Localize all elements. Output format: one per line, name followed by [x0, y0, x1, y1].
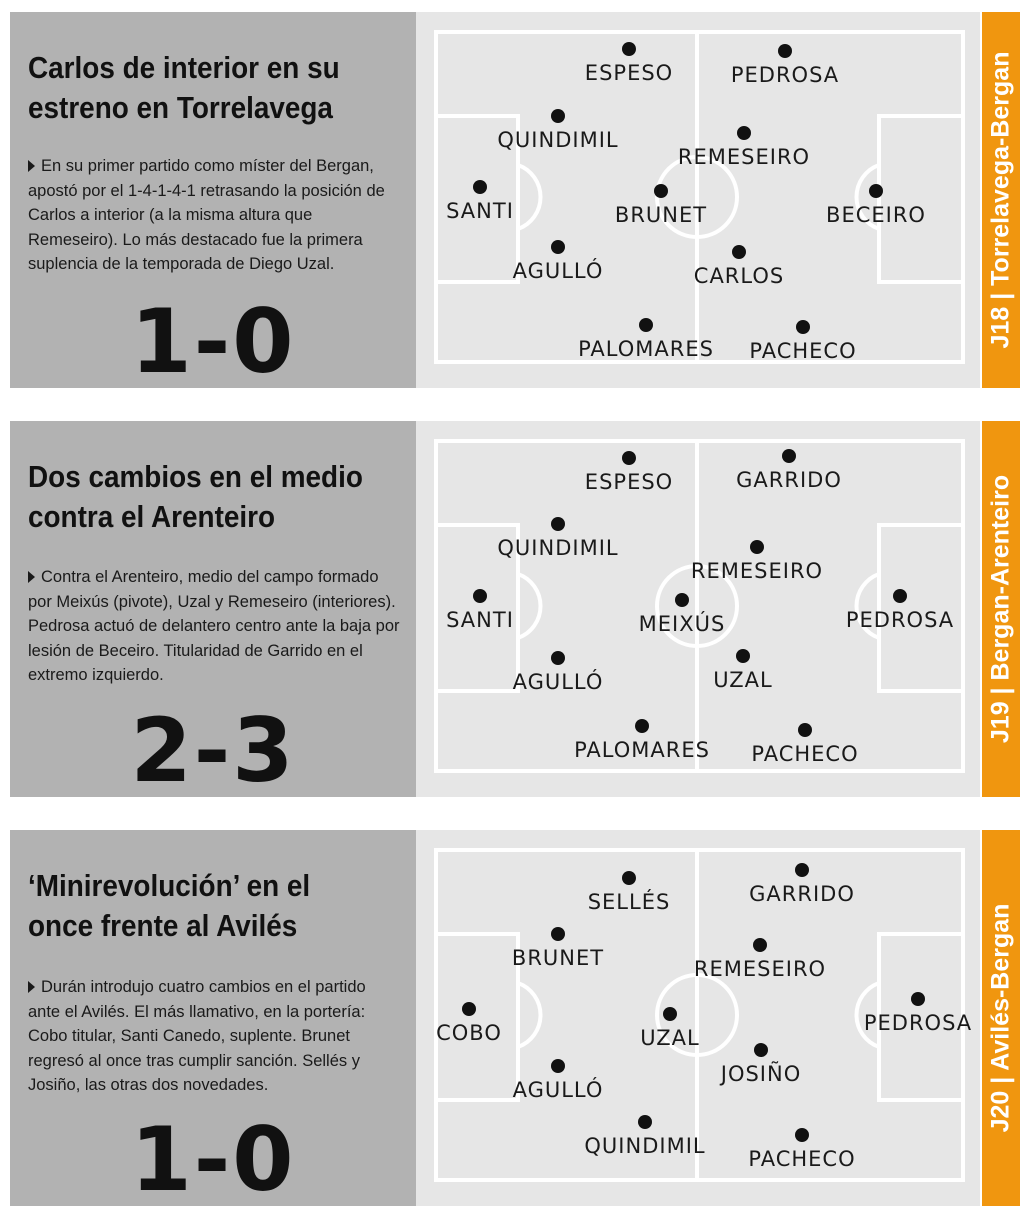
player-dot [795, 1128, 809, 1142]
player-dot [622, 451, 636, 465]
description-text: Contra el Arenteiro, medio del campo formado por Meixús (pivote), Uzal y Remeseiro (interiores). Pedrosa actuó de delantero centro ante la baja por lesión de Beceiro. Titularidad de Garrido en el extremo izquierdo. [28, 568, 400, 684]
player-name: COBO [436, 1021, 502, 1045]
matchday-tab [982, 421, 1020, 797]
player-name: REMESEIRO [693, 957, 827, 981]
player-dot [551, 517, 565, 531]
player-dot [753, 938, 767, 952]
matchday-tab [982, 830, 1020, 1206]
match-panel-j20 [10, 830, 1020, 1211]
match-panel-j19 [10, 421, 1020, 802]
player-dot [462, 1002, 476, 1016]
player-name: PEDROSA [730, 63, 840, 87]
player-dot [795, 863, 809, 877]
player-dot [732, 245, 746, 259]
panel-title: Carlos de interior en su estreno en Torrelavega [28, 50, 340, 125]
match-panel-j18 [10, 12, 1020, 393]
player-name: PACHECO [749, 339, 857, 363]
player-dot [737, 126, 751, 140]
player-name: PALOMARES [578, 337, 714, 361]
panel-description [28, 565, 400, 688]
player-name: PACHECO [748, 1147, 856, 1171]
info-box [10, 421, 416, 802]
player-name: GARRIDO [736, 468, 842, 492]
player-name: AGULLÓ [512, 670, 604, 694]
player-dot [869, 184, 883, 198]
info-box [10, 830, 416, 1211]
player-dot [473, 180, 487, 194]
player-name: AGULLÓ [512, 259, 604, 283]
player-name: GARRIDO [749, 882, 855, 906]
player-name: REMESEIRO [677, 145, 811, 169]
player-name: SELLÉS [587, 890, 671, 914]
panel-title: ‘Minirevolución’ en el once frente al Avilés [28, 868, 311, 943]
player-dot [782, 449, 796, 463]
player-dot [551, 927, 565, 941]
player-dot [736, 649, 750, 663]
player-name: PEDROSA [845, 608, 955, 632]
left-penalty-arc [518, 574, 541, 638]
match-score: 1-0 [130, 290, 296, 393]
pitch [416, 12, 980, 388]
panel-title: Dos cambios en el medio contra el Arenteiro [28, 459, 363, 534]
player-dot [778, 44, 792, 58]
left-penalty-arc [518, 983, 541, 1047]
player-dot [622, 871, 636, 885]
match-score: 2-3 [130, 699, 296, 802]
player-name: AGULLÓ [512, 1078, 604, 1102]
description-text: Durán introdujo cuatro cambios en el partido ante el Avilés. El más llamativo, en la portería: Cobo titular, Santi Canedo, suplente. Brunet regresó al once tras cumplir sanción. Sellés y Josiño, las otras dos novedades. [28, 978, 366, 1094]
pitch-border [436, 441, 963, 771]
left-penalty-box [436, 934, 518, 1100]
player-name: UZAL [640, 1026, 700, 1050]
player-name: SANTI [446, 199, 514, 223]
bullet-arrow-icon [28, 981, 35, 993]
player-name: CARLOS [693, 264, 785, 288]
player-dot [551, 651, 565, 665]
matchday-label: J19 | Bergan-Arenteiro [986, 474, 1015, 744]
player-dot [750, 540, 764, 554]
panel-description [28, 154, 400, 277]
player-name: QUINDIMIL [497, 536, 619, 560]
player-dot [551, 109, 565, 123]
player-name: ESPESO [584, 61, 674, 85]
player-dot [654, 184, 668, 198]
bullet-arrow-icon [28, 160, 35, 172]
player-dot [638, 1115, 652, 1129]
player-dot [911, 992, 925, 1006]
panel-description [28, 975, 400, 1098]
player-name: ESPESO [584, 470, 674, 494]
player-dot [622, 42, 636, 56]
matchday-label: J18 | Torrelavega-Bergan [986, 51, 1015, 349]
player-name: BECEIRO [826, 203, 926, 227]
player-dot [675, 593, 689, 607]
right-penalty-box [879, 116, 963, 282]
player-name: SANTI [446, 608, 514, 632]
player-name: BRUNET [614, 203, 708, 227]
pitch-border [436, 32, 963, 362]
player-name: BRUNET [511, 946, 605, 970]
player-dot [473, 589, 487, 603]
pitch [416, 421, 980, 797]
matchday-tab [982, 12, 1020, 388]
player-name: REMESEIRO [690, 559, 824, 583]
player-dot [551, 1059, 565, 1073]
player-dot [639, 318, 653, 332]
player-name: PEDROSA [863, 1011, 973, 1035]
player-dot [551, 240, 565, 254]
left-penalty-arc [518, 165, 541, 229]
bullet-arrow-icon [28, 571, 35, 583]
player-dot [754, 1043, 768, 1057]
player-dot [635, 719, 649, 733]
player-name: QUINDIMIL [497, 128, 619, 152]
player-dot [798, 723, 812, 737]
info-box [10, 12, 416, 393]
player-dot [796, 320, 810, 334]
match-score: 1-0 [130, 1108, 296, 1211]
player-name: MEIXÚS [638, 612, 726, 636]
player-dot [663, 1007, 677, 1021]
pitch [416, 830, 980, 1206]
player-name: PALOMARES [574, 738, 710, 762]
matchday-label: J20 | Avilés-Bergan [986, 903, 1015, 1133]
player-name: JOSIÑO [720, 1062, 802, 1086]
player-dot [893, 589, 907, 603]
player-name: UZAL [713, 668, 773, 692]
description-text: En su primer partido como míster del Bergan, apostó por el 1-4-1-4-1 retrasando la posición de Carlos a interior (a la misma altura que Remeseiro). Lo más destacado fue la primera suplencia de la temporada de Diego Uzal. [28, 157, 385, 273]
player-name: PACHECO [751, 742, 859, 766]
player-name: QUINDIMIL [584, 1134, 706, 1158]
